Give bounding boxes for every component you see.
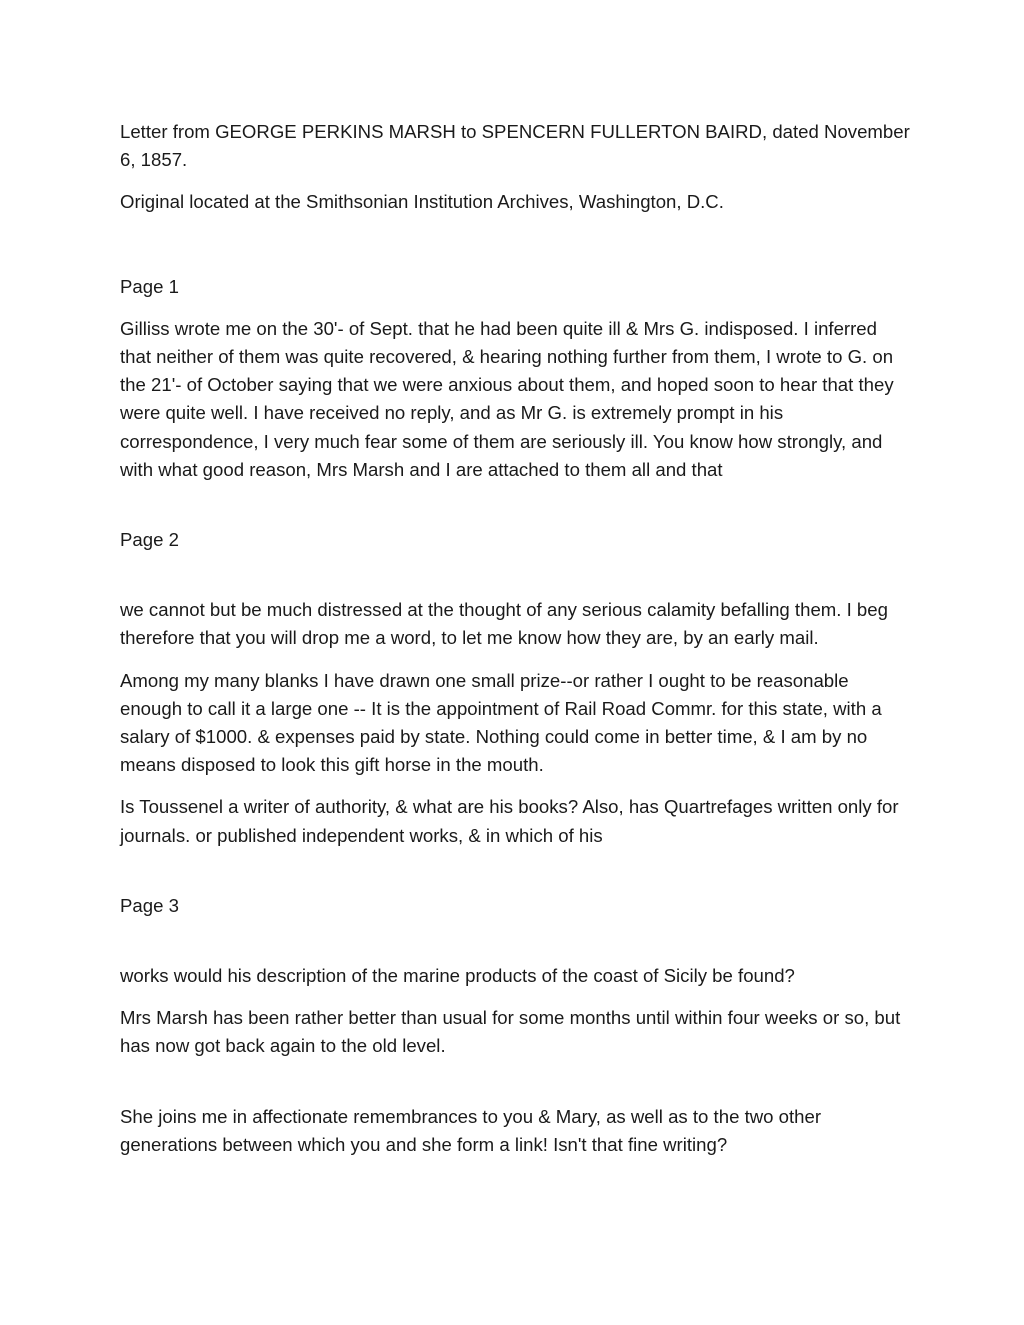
page-2-paragraph-1: we cannot but be much distressed at the thought of any serious calamity befalling them. I beg therefore that you will drop me a word, to let me know how they are, by an early mail. [120, 599, 888, 649]
page-2-paragraph-3: Is Toussenel a writer of authority, & what are his books? Also, has Quartrefages written only for journals. or published independent works, & in which of his [120, 796, 899, 846]
page-3-paragraph-3: She joins me in affectionate remembrances to you & Mary, as well as to the two other generations between which you and she form a link! Isn't that fine writing? [120, 1105, 822, 1155]
page-label-1: Page 1 [120, 275, 179, 297]
document-source: Original located at the Smithsonian Institution Archives, Washington, D.C. [120, 191, 724, 213]
page-label-2: Page 2 [120, 529, 179, 551]
page-3-paragraph-1: works would his description of the marine products of the coast of Sicily be found? [120, 965, 795, 987]
page-label-3: Page 3 [120, 894, 179, 916]
document-title: Letter from GEORGE PERKINS MARSH to SPENCERN FULLERTON BAIRD, dated November 6, 1857. [120, 121, 910, 171]
page-3-paragraph-2: Mrs Marsh has been rather better than usual for some months until within four weeks or so, but has now got back again to the old level. [120, 1007, 901, 1057]
page-1-paragraph-1: Gilliss wrote me on the 30'- of Sept. that he had been quite ill & Mrs G. indisposed. I inferred that neither of them was quite recovered, & hearing nothing further from them, I wrote to G. on the 21'- of October saying that we were anxious about them, and hoped soon to hear that they were quite well. I have received no reply, and as Mr G. is extremely prompt in his correspondence, I very much fear some of them are seriously ill. You know how strongly, and with what good reason, Mrs Marsh and I are attached to them all and that [120, 317, 894, 480]
page-2-paragraph-2: Among my many blanks I have drawn one small prize--or rather I ought to be reasonable enough to call it a large one -- It is the appointment of Rail Road Commr. for this state, with a salary of $1000. & expenses paid by state. Nothing could come in better time, & I am by no means disposed to look this gift horse in the mouth. [120, 669, 882, 776]
document-body [120, 118, 910, 1159]
